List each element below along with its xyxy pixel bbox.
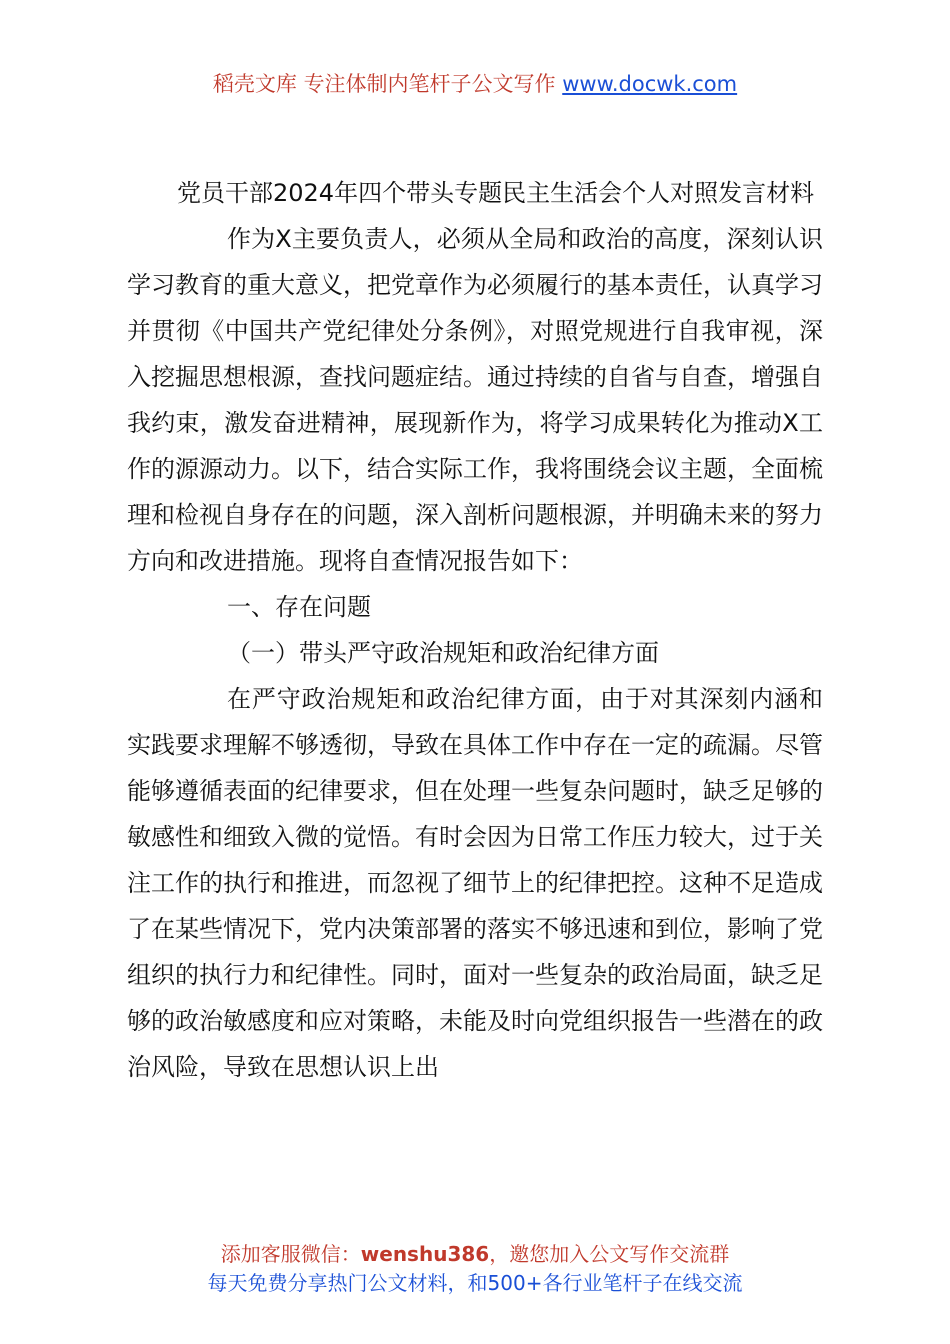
footer-line-2: 每天免费分享热门公文材料，和500+各行业笔杆子在线交流 <box>207 1271 743 1295</box>
footer-wechat-id: wenshu386 <box>360 1242 490 1266</box>
subsection-heading: （一）带头严守政治规矩和政治纪律方面 <box>227 639 659 667</box>
section-heading: 一、存在问题 <box>227 593 371 621</box>
footer-wechat-prefix: 添加客服微信： <box>220 1242 361 1266</box>
watermark-header <box>0 70 950 98</box>
footer-line-1 <box>0 1240 950 1269</box>
header-slogan: 专注体制内笔杆子公文写作 <box>303 72 556 96</box>
intro-paragraph: 作为X主要负责人，必须从全局和政治的高度，深刻认识学习教育的重大意义，把党章作为必须履行的基本责任，认真学习并贯彻《中国共产党纪律处分条例》，对照党规进行自我审视，深入挖掘思想根源，查找问题症结。通过持续的自省与自查，增强自我约束，激发奋进精神，展现新作为，将学习成果转化为推动X工作的源源动力。以下，结合实际工作，我将围绕会议主题，全面梳理和检视自身存在的问题，深入剖析问题根源，并明确未来的努力方向和改进措施。现将自查情况报告如下： <box>127 225 823 575</box>
header-site-name: 稻壳文库 <box>212 72 297 96</box>
promo-footer <box>0 1240 950 1298</box>
document-body <box>127 170 823 1090</box>
footer-wechat-suffix: ，邀您加入公文写作交流群 <box>489 1242 730 1266</box>
body-paragraph: 在严守政治规矩和政治纪律方面，由于对其深刻内涵和实践要求理解不够透彻，导致在具体工作中存在一定的疏漏。尽管能够遵循表面的纪律要求，但在处理一些复杂问题时，缺乏足够的敏感性和细致入微的觉悟。有时会因为日常工作压力较大，过于关注工作的执行和推进，而忽视了细节上的纪律把控。这种不足造成了在某些情况下，党内决策部署的落实不够迅速和到位，影响了党组织的执行力和纪律性。同时，面对一些复杂的政治局面，缺乏足够的政治敏感度和应对策略，未能及时向党组织报告一些潜在的政治风险，导致在思想认识上出 <box>127 685 823 1081</box>
header-url-link[interactable]: www.docwk.com <box>562 72 738 96</box>
document-title: 党员干部2024年四个带头专题民主生活会个人对照发言材料 <box>177 179 815 207</box>
